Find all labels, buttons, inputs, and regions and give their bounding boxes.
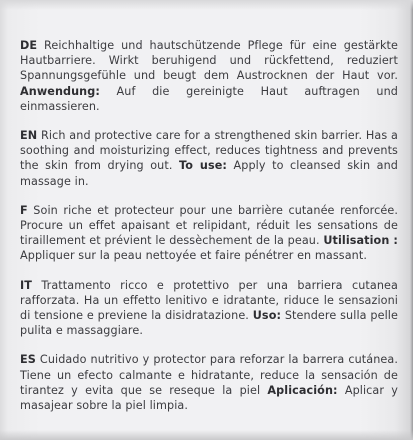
- usage-text-de: Auf die gereinigte Haut auftragen und einmassieren.: [20, 84, 398, 113]
- language-code-en: EN: [20, 129, 38, 143]
- paragraph-it: [20, 278, 398, 339]
- usage-label-de: Anwendung:: [20, 84, 100, 98]
- language-code-fr: F: [20, 203, 28, 217]
- instructions-text-block: [20, 38, 398, 413]
- description-en: Rich and protective care for a strengthened skin barrier. Has a soothing and moisturizing effect, reduces tightness and prevents the skin from drying out.: [20, 129, 398, 173]
- paragraph-en: [20, 128, 398, 189]
- usage-text-fr: Appliquer sur la peau nettoyée et faire pénétrer en massant.: [20, 249, 368, 263]
- usage-label-fr: Utilisation :: [323, 234, 398, 248]
- language-code-es: ES: [20, 353, 36, 367]
- usage-label-it: Uso:: [252, 309, 282, 323]
- paragraph-fr: [20, 203, 398, 264]
- language-code-it: IT: [20, 278, 32, 292]
- usage-label-en: To use:: [179, 159, 227, 173]
- usage-text-it: Stendere sulla pelle pulita e massaggiare.: [20, 309, 398, 338]
- language-code-de: DE: [20, 39, 38, 52]
- description-it: Trattamento ricco e protettivo per una barriera cutanea rafforzata. Ha un effetto lenitivo e idratante, riduce le sensazioni di tensione e previene la disidratazione.: [20, 278, 398, 323]
- description-fr: Soin riche et protecteur pour une barrière cutanée renforcée. Procure un effet apaisant et relipidant, réduit les sensations de tiraillement et prévient le dessèchement de la peau.: [20, 203, 399, 248]
- usage-text-es: Aplicar y masajear sobre la piel limpia.: [20, 383, 399, 413]
- paragraph-es: [20, 352, 398, 413]
- usage-text-en: Apply to cleansed skin and massage in.: [20, 159, 398, 188]
- usage-label-es: Aplicación:: [267, 383, 338, 397]
- paragraph-de: [20, 38, 398, 114]
- description-de: Reichhaltige und hautschützende Pflege für eine gestärkte Hautbarriere. Wirkt beruhigend und rückfettend, reduziert Spannungsgefühle und beugt dem Austrocknen der Haut vor.: [20, 39, 399, 83]
- description-es: Cuidado nutritivo y protector para reforzar la barrera cutánea. Tiene un efecto calmante e hidratante, reduce la sensación de tirantez y evita que se reseque la piel: [20, 353, 399, 397]
